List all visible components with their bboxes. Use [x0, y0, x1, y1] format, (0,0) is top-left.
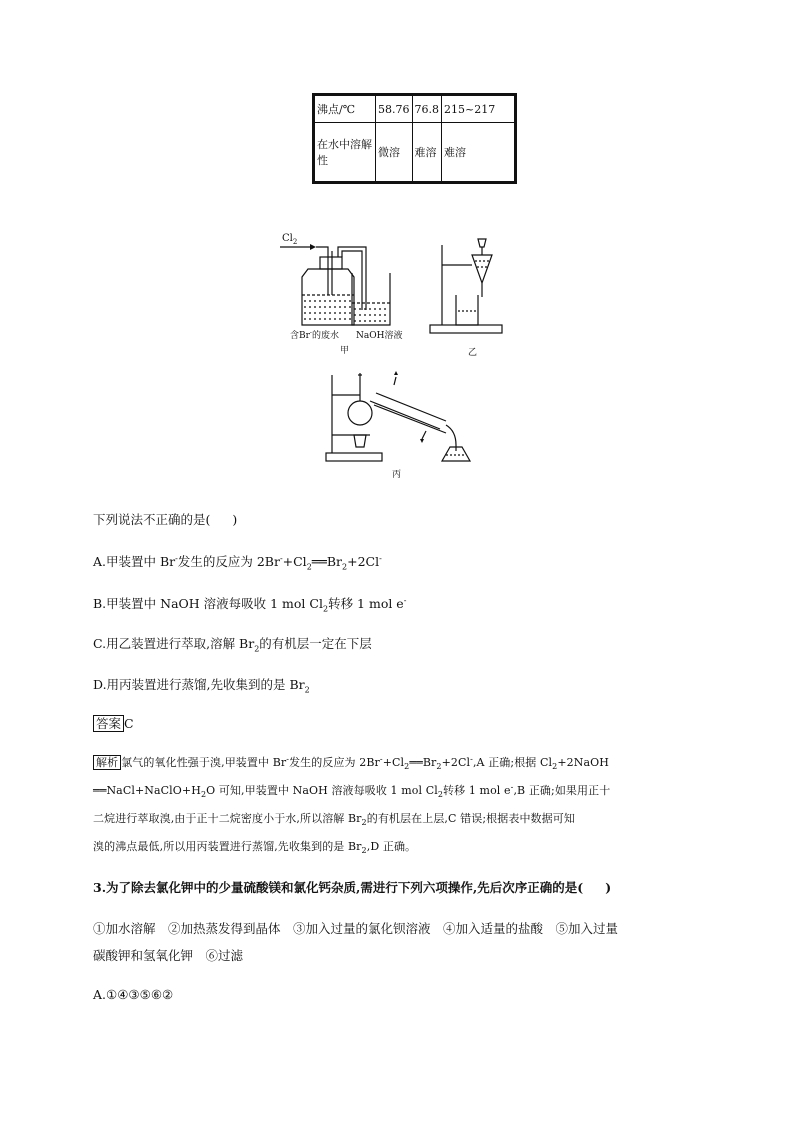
- table-cell: 58.76: [376, 95, 413, 123]
- analysis-line-2: $══NaCl+NaClO+H_2O$ 可知,甲装置中 NaOH 溶液每吸收 1 mol $Cl_2$转移 1 mol e-,B 正确;如果用正十: [93, 782, 611, 800]
- row-label: 沸点/℃: [314, 95, 376, 123]
- analysis-line-3: 二烷进行萃取溴,由于正十二烷密度小于水,所以溶解 $Br_2$的有机层在上层,C 错误;根据表中数据可知: [93, 812, 575, 828]
- row-label: 在水中溶解性: [314, 123, 376, 183]
- table-cell: 215~217: [442, 95, 516, 123]
- label-jia: 甲: [340, 346, 350, 356]
- question-3-stem: 3.为了除去氯化钾中的少量硫酸镁和氯化钙杂质,需进行下列六项操作,先后次序正确的是( ): [93, 880, 612, 895]
- label-waste-water: 含Br-的废水: [290, 329, 339, 341]
- answer: [93, 714, 134, 732]
- table-row: [314, 95, 516, 123]
- table-cell: 难溶: [442, 123, 516, 183]
- distillation-apparatus: [326, 371, 470, 461]
- table-cell: 微溶: [376, 123, 413, 183]
- table-row: [314, 123, 516, 183]
- separatory-funnel-stand: [430, 239, 502, 333]
- option-c: C.用乙装置进行萃取,溶解 $Br_2$的有机层一定在下层: [93, 636, 372, 654]
- apparatus-figure: [270, 225, 530, 485]
- answer-label: 答案: [93, 715, 124, 732]
- property-table: [312, 93, 517, 184]
- table-cell: 76.8: [412, 95, 442, 123]
- label-naoh: NaOH溶液: [356, 331, 403, 341]
- question-3-ops-line-1: ①加水溶解 ②加热蒸发得到晶体 ③加入过量的氯化钡溶液 ④加入适量的盐酸 ⑤加入过量: [93, 921, 619, 936]
- option-a: A.甲装置中 Br-发生的反应为 $2Br^-+Cl_2══Br_2+2Cl^-$: [93, 553, 382, 572]
- option-d: D.用丙装置进行蒸馏,先收集到的是 $Br_2$: [93, 677, 310, 695]
- option-b: B.甲装置中 NaOH 溶液每吸收 1 mol $Cl_2$转移 1 mol e-: [93, 595, 407, 614]
- naoh-beaker: [352, 273, 390, 325]
- label-yi: 乙: [468, 348, 478, 358]
- answer-value: C: [124, 716, 134, 731]
- analysis-line-1: 解析 氯气的氧化性强于溴,甲装置中 Br-发生的反应为 $2Br^-+Cl_2══Br_2+2Cl^-,A$ 正确;根据 $Cl_2+2NaOH$: [93, 754, 609, 771]
- question-number: 3: [93, 880, 102, 895]
- table-cell: 难溶: [412, 123, 442, 183]
- cl2-label: $Cl_2$: [282, 233, 298, 246]
- question-stem: 下列说法不正确的是( ): [93, 512, 238, 527]
- analysis-line-4: 溴的沸点最低,所以用丙装置进行蒸馏,先收集到的是 $Br_2,D$ 正确。: [93, 840, 417, 856]
- question-3-option-a: A.①④③⑤⑥②: [93, 987, 174, 1002]
- question-3-ops-line-2: 碳酸钾和氢氧化钾 ⑥过滤: [93, 948, 244, 963]
- label-bing: 丙: [392, 470, 402, 480]
- analysis-label: 解析: [93, 755, 121, 770]
